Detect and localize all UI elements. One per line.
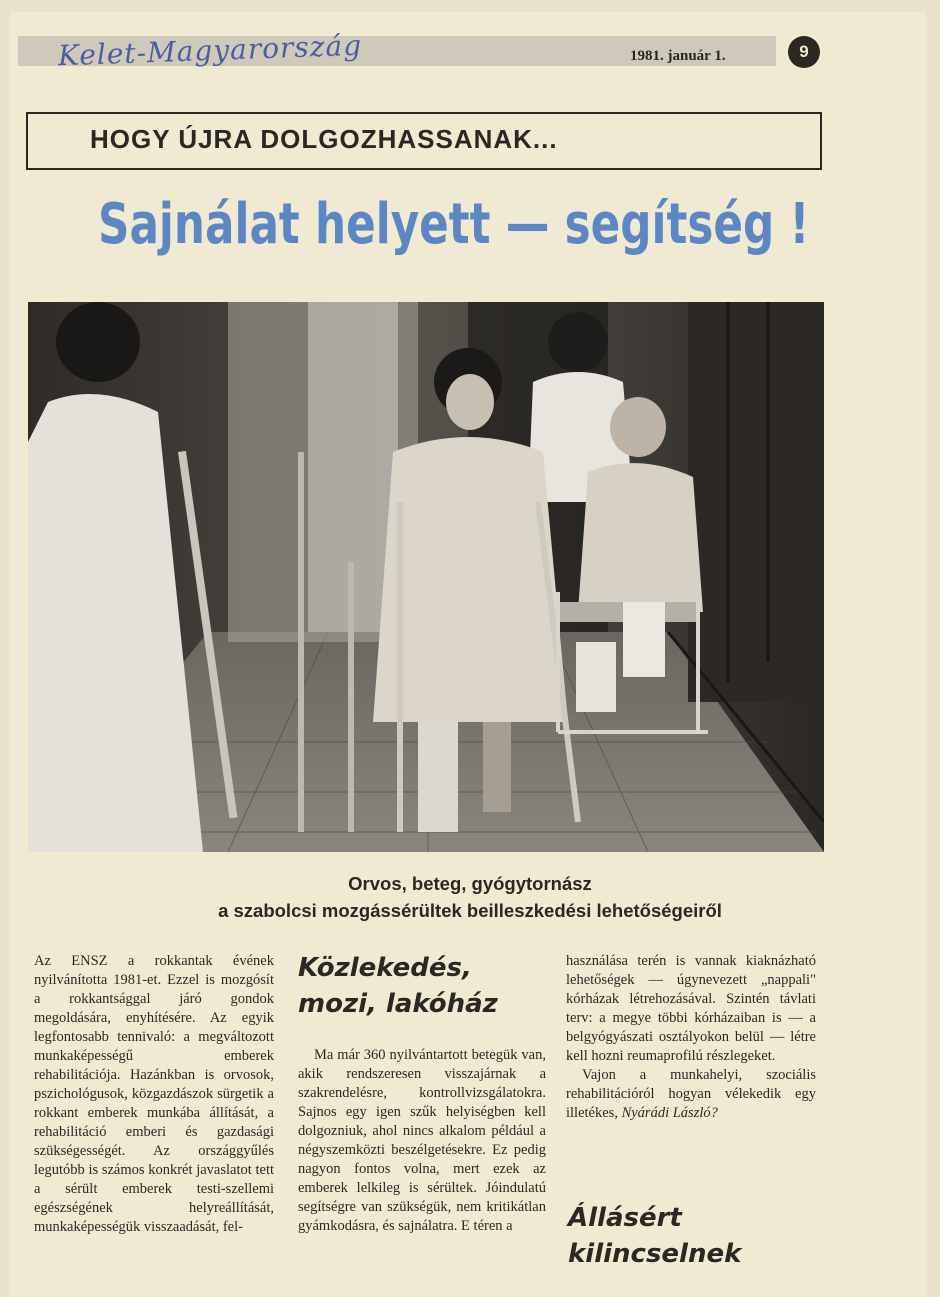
article-paragraph: használása terén is vannak kiaknázható lehetőségek — úgynevezett „nappali" kórházak létrehozásával. Szintén távlati terv: a megye többi kórházaiban is — a belgyógyászati osztályokon belül — létre kell hozni reumaprofilú részlegeket. <box>566 953 816 1064</box>
article-paragraph <box>566 1066 816 1123</box>
article-paragraph: Ma már 360 nyilvántartott betegük van, akik rendszeresen visszajárnak a szakrendelésre, kontrollvizsgálatokra. Sajnos egy igen szűk helyiségben kell dolgozniuk, ahol nincs alkalom például a négyszemközti beszélgetésekre. Ez pedig nagyon fontos volna, mert ezek az emberek lelkileg is sérültek. Jóindulatú segítségre van szükségük, nem kritikátlan gyámkodásra, és sajnálatra. E téren a <box>298 1047 546 1234</box>
author-name: Nyárádi László? <box>621 1105 718 1121</box>
photo-caption-line2: a szabolcsi mozgássérültek beilleszkedési lehetőségeiről <box>218 900 722 921</box>
publication-date: 1981. január 1. <box>630 48 726 64</box>
article-paragraph: Az ENSZ a rokkantak évének nyilvánította 1981-et. Ezzel is mozgósít a rokkantsággal járó gondok megoldására, enyhítésére. Az egyik legfontosabb tennivaló: a megváltozott munkaképességű emberek rehabilitációja. Hazánkban is orvosok, pszichológusok, közgazdászok sürgetik a rokkant emberek munkába állítását, a rehabilitáció emberi és gazdasági szükségességét. Az országgyűlés legutóbb is számos konkrét javaslatot tett a sérült emberek testi-szellemi egészségének helyreállítását, munkaképességük visszaadását, fel- <box>34 953 274 1235</box>
headline: Sajnálat helyett — segítség ! <box>98 192 810 257</box>
handwritten-source-note: Kelet-Magyarország <box>57 28 363 73</box>
kicker-text: HOGY ÚJRA DOLGOZHASSANAK... <box>90 124 558 154</box>
subheading-allasert <box>568 1200 741 1272</box>
article-column-2 <box>298 1046 546 1236</box>
page-number-badge: 9 <box>788 36 820 68</box>
article-column-1 <box>34 952 274 1237</box>
subheading-line: kilincselnek <box>568 1239 742 1269</box>
photo-caption-line1: Orvos, beteg, gyógytornász <box>348 873 592 894</box>
question-text: Vajon a munkahelyi, szociális rehabilitációról hogyan vélekedik egy illetékes, <box>566 1067 816 1121</box>
subheading-line: Közlekedés, <box>298 953 472 983</box>
subheading-kozlekedes <box>298 950 498 1022</box>
subheading-line: mozi, lakóház <box>298 989 498 1019</box>
article-column-3 <box>566 952 816 1123</box>
hospital-corridor-photo <box>28 302 824 852</box>
photo-illustration <box>28 302 824 852</box>
subheading-line: Állásért <box>568 1203 682 1233</box>
